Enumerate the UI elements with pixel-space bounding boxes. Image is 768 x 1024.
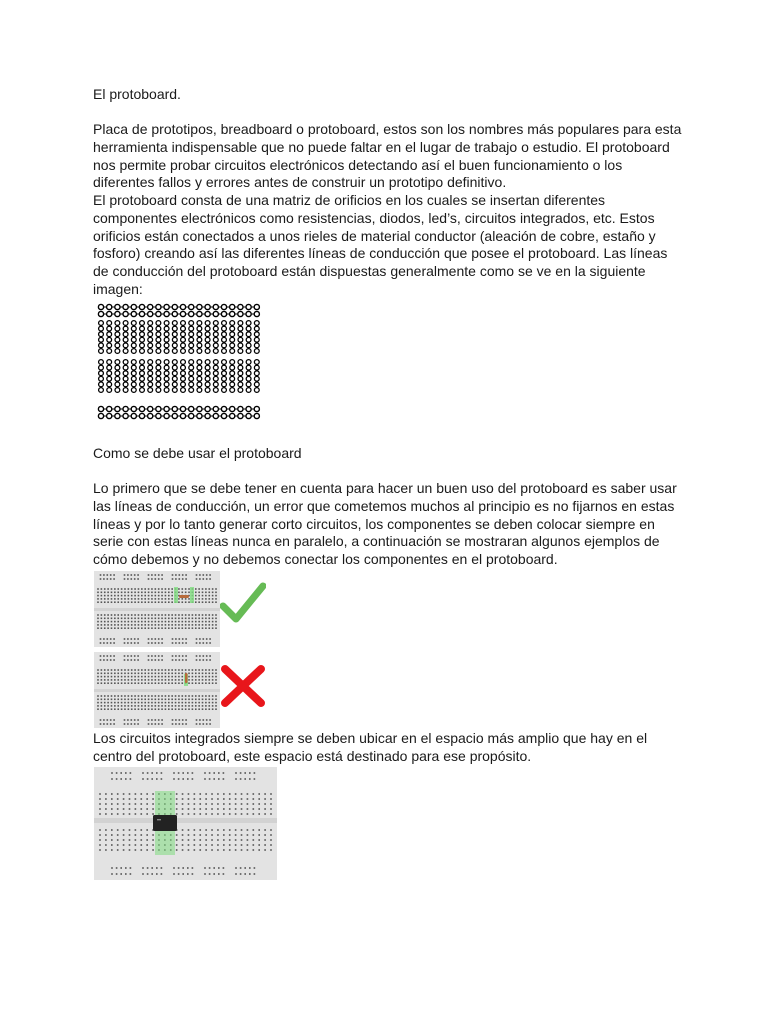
intro-paragraph: Placa de prototipos, breadboard o protoboard, estos son los nombres más populares para esta herramienta indispensable que no puede faltar en el lugar de trabajo o estudio. El protoboard nos permite probar circuitos electrónicos detectando así el buen funcionamiento o los diferentes fallos y errores antes de construir un prototipo definitivo. bbox=[93, 121, 682, 191]
vertical-column bbox=[181, 321, 186, 354]
center-channel bbox=[94, 608, 220, 611]
resistor bbox=[179, 595, 189, 598]
usage-paragraph: Lo primero que se debe tener en cuenta para hacer un buen uso del protoboard es saber usar las líneas de conducción, un error que cometemos muchos al principio es no fijarnos en estas líneas y por lo tanto generar corto circuitos, los componentes se deben colocar siempre en serie con estas líneas nunca en paralelo, a continuación se mostraran algunos ejemplos de cómo debemos y no debemos conectar los componentes en el protoboard. bbox=[93, 480, 677, 568]
resistor bbox=[185, 673, 188, 683]
vertical-column bbox=[164, 321, 169, 354]
vertical-column bbox=[230, 321, 235, 354]
vertical-column bbox=[222, 360, 227, 393]
vertical-column bbox=[246, 321, 251, 354]
vertical-column bbox=[164, 360, 169, 393]
vertical-column bbox=[148, 321, 153, 354]
center-channel bbox=[94, 818, 277, 823]
ic-placement-figure bbox=[94, 767, 277, 880]
vertical-column bbox=[238, 360, 243, 393]
vertical-column bbox=[189, 321, 194, 354]
breadboard-incorrect-image bbox=[94, 652, 220, 728]
vertical-column bbox=[123, 360, 128, 393]
vertical-column bbox=[115, 360, 120, 393]
vertical-column bbox=[156, 360, 161, 393]
horizontal-rail bbox=[98, 406, 259, 411]
vertical-column bbox=[213, 321, 218, 354]
correct-connection-figure bbox=[94, 571, 220, 647]
vertical-column bbox=[140, 360, 145, 393]
vertical-column bbox=[172, 360, 177, 393]
vertical-column bbox=[99, 321, 104, 354]
vertical-column bbox=[140, 321, 145, 354]
vertical-column bbox=[238, 321, 243, 354]
board-background bbox=[94, 767, 277, 880]
vertical-column bbox=[148, 360, 153, 393]
vertical-column bbox=[189, 360, 194, 393]
ic-paragraph: Los circuitos integrados siempre se deben ubicar en el espacio más amplio que hay en el centro del protoboard, este espacio está destinado para ese propósito. bbox=[93, 730, 648, 764]
vertical-column bbox=[107, 360, 112, 393]
breadboard-correct-image bbox=[94, 571, 220, 647]
vertical-column bbox=[197, 321, 202, 354]
vertical-column bbox=[172, 321, 177, 354]
conduction-lines-svg bbox=[97, 303, 265, 423]
vertical-column bbox=[115, 321, 120, 354]
vertical-column bbox=[107, 321, 112, 354]
check-icon bbox=[220, 582, 266, 624]
vertical-column bbox=[230, 360, 235, 393]
horizontal-rail bbox=[98, 311, 259, 316]
vertical-column bbox=[197, 360, 202, 393]
breadboard-ic-image bbox=[94, 767, 277, 880]
document-title: El protoboard. bbox=[93, 86, 181, 102]
vertical-column bbox=[131, 321, 136, 354]
center-channel bbox=[94, 689, 220, 692]
horizontal-rail bbox=[98, 304, 259, 309]
vertical-column bbox=[205, 360, 210, 393]
vertical-column bbox=[131, 360, 136, 393]
vertical-column bbox=[123, 321, 128, 354]
horizontal-rail bbox=[98, 413, 259, 418]
vertical-column bbox=[246, 360, 251, 393]
section-heading: Como se debe usar el protoboard bbox=[93, 445, 302, 461]
vertical-column bbox=[254, 360, 259, 393]
vertical-column bbox=[213, 360, 218, 393]
conduction-lines-diagram bbox=[97, 303, 265, 423]
vertical-column bbox=[181, 360, 186, 393]
vertical-column bbox=[156, 321, 161, 354]
vertical-column bbox=[205, 321, 210, 354]
vertical-column bbox=[99, 360, 104, 393]
vertical-column bbox=[222, 321, 227, 354]
incorrect-connection-figure bbox=[94, 652, 220, 728]
vertical-column bbox=[254, 321, 259, 354]
intro-paragraph-matrix: El protoboard consta de una matriz de orificios en los cuales se insertan diferentes componentes electrónicos como resistencias, diodos, led’s, circuitos integrados, etc. Estos orificios están conectados a unos rieles de material conductor (aleación de cobre, estaño y fosforo) creando así las diferentes líneas de conducción que posee el protoboard. Las líneas de conducción del protoboard están dispuestas generalmente como se ve en la siguiente imagen: bbox=[93, 192, 668, 297]
integrated-circuit-chip bbox=[153, 815, 177, 831]
cross-icon bbox=[220, 664, 266, 708]
